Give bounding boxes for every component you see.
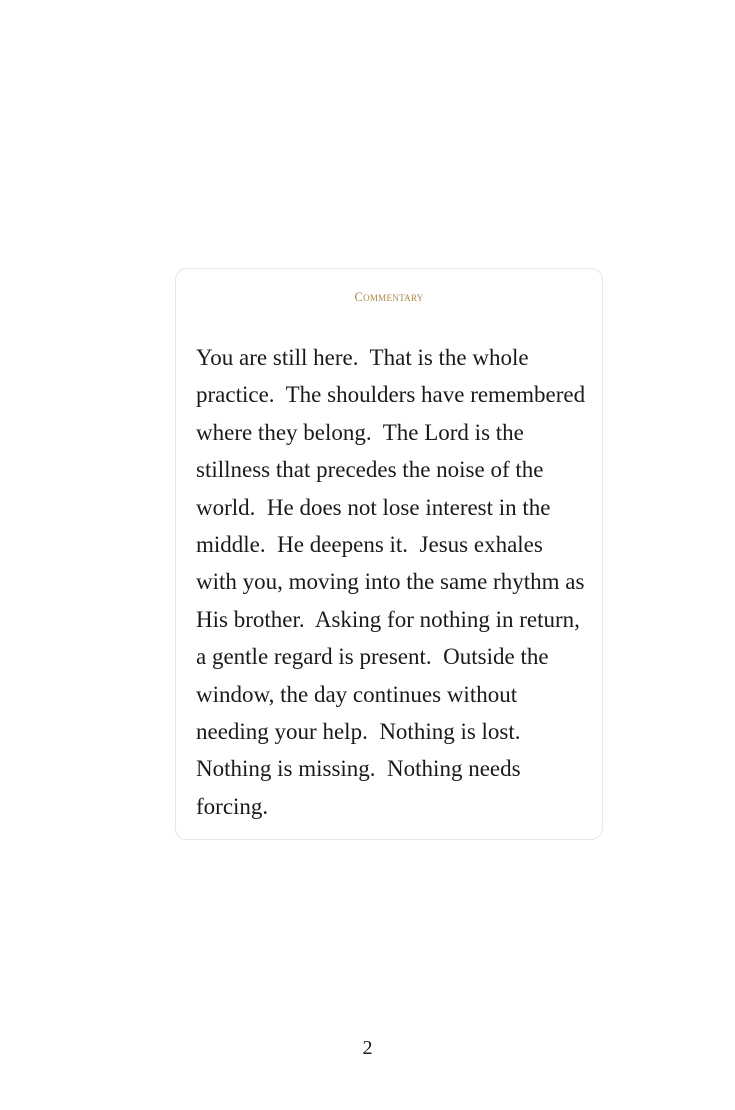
page-number: 2 <box>362 1037 373 1059</box>
commentary-text: You are still here. That is the whole practice. The shoulders have remembered where they belong. The Lord is the stillness that precedes the noise of the world. He does not lose interest in the middle. He deepens it. Jesus exhales with you, moving into the same rhythm as His brother. Asking for nothing in return, a gentle regard is present. Outside the window, the day continues without needing your help. Nothing is lost. Nothing is missing. Nothing needs forcing. <box>196 345 586 819</box>
commentary-heading: Commentary <box>354 290 424 304</box>
commentary-card <box>175 268 603 840</box>
